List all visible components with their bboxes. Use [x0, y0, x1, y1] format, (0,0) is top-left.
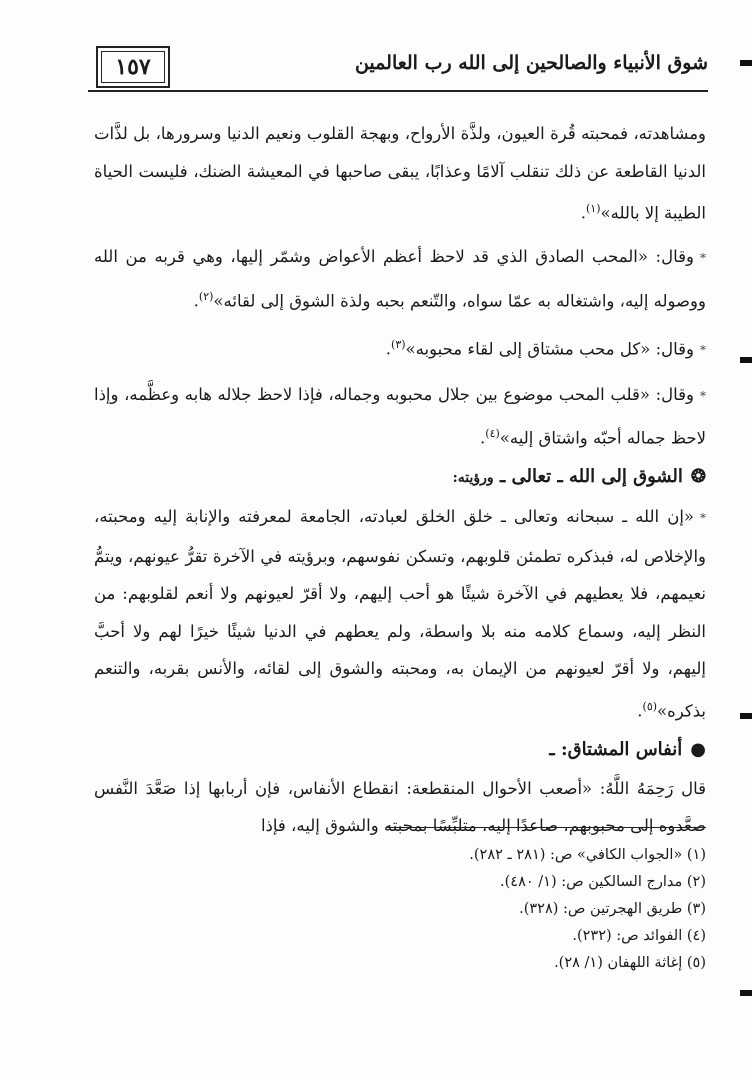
heading-text: أنفاس المشتاق: ـ: [549, 738, 683, 760]
paragraph: *وقال: «المحب الصادق الذي قد لاحظ أعظم الأعواض وشمّر إليها، وهي قربه من الله ووصوله إليه، واشتغاله به عمّا سواه، والتّنعم بحبه ولذة الشوق إلى لقائه»$^{(٢)}$.: [94, 247, 706, 310]
heading-subtext: ورؤيته:: [452, 470, 494, 486]
footnotes: [94, 842, 706, 977]
margin-mark: [740, 357, 752, 363]
footnote: (٤) الفوائد ص: (٢٣٢).: [572, 928, 706, 944]
heading-marker: ●: [690, 738, 706, 760]
footnote-rule: [386, 827, 706, 828]
paragraph: ومشاهدته، فمحبته قُرة العيون، ولذَّة الأرواح، وبهجة القلوب ونعيم الدنيا وسرورها، بل لذَّات الدنيا القاطعة عن ذلك تنقلب آلامًا وعذابًا، يبقى صاحبها في المعيشة الضنك، فليست الحياة الطيبة إلا بالله»$^{(١)}$.: [94, 124, 706, 223]
paragraph-text: وقال: «كل محب مشتاق إلى لقاء محبوبه»: [405, 339, 694, 358]
star-marker: *: [700, 511, 706, 525]
star-marker: *: [700, 251, 706, 265]
paragraph: *وقال: «قلب المحب موضوع بين جلال محبوبه وجماله، فإذا لاحظ جلاله هابه وعظَّمه، وإذا لاحظ جماله أحبّه واشتاق إليه»$^{(٤)}$.: [94, 384, 706, 448]
section-heading: [94, 730, 706, 770]
paragraph: *وقال: «كل محب مشتاق إلى لقاء محبوبه»$^{(٣)}$.: [385, 337, 706, 358]
margin-mark: [740, 60, 752, 66]
heading-marker: ❂: [690, 466, 706, 487]
footnote: (٣) طريق الهجرتين ص: (٣٢٨).: [519, 901, 706, 917]
footnote-ref: (٣): [391, 337, 406, 351]
paragraph: [94, 770, 706, 845]
footnote-ref: (٤): [485, 427, 500, 440]
footnote-ref: (٥): [642, 699, 658, 713]
footnote-ref: (٢): [198, 289, 214, 303]
page-number-box: [96, 46, 170, 88]
paragraph-text: وقال: «قلب المحب موضوع بين جلال محبوبه وجماله، فإذا لاحظ جلاله هابه وعظَّمه، وإذا لاحظ جماله أحبّه واشتاق إليه»: [94, 384, 706, 448]
page-number: ١٥٧: [115, 54, 151, 80]
main-text: [94, 115, 706, 845]
header-rule: [88, 90, 708, 92]
margin-mark: [740, 990, 752, 996]
section-heading: [94, 457, 706, 498]
footnote: (٢) مدارج السالكين ص: (١/ ٤٨٠).: [500, 874, 706, 890]
paragraph-text: «إن الله ـ سبحانه وتعالى ـ خلق الخلق لعبادته، الجامعة لمعرفته والإنابة إليه ومحبته، والإخلاص له، فبذكره تطمئن قلوبهم، وتسكن نفوسهم، وبرؤيته في الآخرة تقرُّ عيونهم، ويتمُّ نعيمهم، فلا يعطيهم في الآخرة شيئًا هو أحب إليهم، ولا أقرّ لعيونهم ولا أنعم لقلوبهم: من النظر إليه، وسماع كلامه منه بلا واسطة، ولم يعطهم في الدنيا شيئًا خيرًا لهم ولا أحبَّ إليهم، ولا أقرّ لعيونهم من الإيمان به، ومحبته والشوق إلى لقائه، والأنس بقربه، والتنعم بذكره»: [94, 507, 706, 720]
heading-text: الشوق إلى الله ـ تعالى ـ: [499, 466, 683, 487]
margin-mark: [740, 713, 752, 719]
star-marker: *: [700, 343, 706, 357]
paragraph-text: قال رَحِمَهُ اللَّهُ: «أصعب الأحوال المنقطعة: انقطاع الأنفاس، فإن أربابها إذا صَعَّدَ النَّفس صعَّدوه إلى محبوبهم، صاعدًا إليه، متلبِّسًا بمحبته والشوق إليه، فإذا: [94, 778, 706, 835]
footnote: (١) «الجواب الكافي» ص: (٢٨١ ـ ٢٨٢).: [469, 847, 706, 863]
star-marker: *: [700, 388, 706, 403]
footnote-ref: (١): [585, 202, 601, 215]
paragraph-text: وقال: «المحب الصادق الذي قد لاحظ أعظم الأعواض وشمّر إليها، وهي قربه من الله ووصوله إليه، واشتغاله به عمّا سواه، والتّنعم بحبه ولذة الشوق إلى لقائه»: [94, 247, 706, 310]
running-header: [88, 42, 708, 90]
paragraph: *«إن الله ـ سبحانه وتعالى ـ خلق الخلق لعبادته، الجامعة لمعرفته والإنابة إليه ومحبته، والإخلاص له، فبذكره تطمئن قلوبهم، وتسكن نفوسهم، وبرؤيته في الآخرة تقرُّ عيونهم، ويتمُّ نعيمهم، فلا يعطيهم في الآخرة شيئًا هو أحب إليهم، ولا أقرّ لعيونهم ولا أنعم لقلوبهم: من النظر إليه، وسماع كلامه منه بلا واسطة، ولم يعطهم في الدنيا شيئًا خيرًا لهم ولا أحبَّ إليهم، ولا أقرّ لعيونهم من الإيمان به، ومحبته والشوق إلى لقائه، والأنس بقربه، والتنعم بذكره»$^{(٥)}$.: [94, 507, 706, 720]
footnote: (٥) إغاثة اللهفان (١/ ٢٨).: [554, 955, 706, 971]
header-title: شوق الأنبياء والصالحين إلى الله رب العالمين: [354, 52, 708, 74]
paragraph-text: ومشاهدته، فمحبته قُرة العيون، ولذَّة الأرواح، وبهجة القلوب ونعيم الدنيا وسرورها، بل لذَّات الدنيا القاطعة عن ذلك تنقلب آلامًا وعذابًا، يبقى صاحبها في المعيشة الضنك، فليست الحياة الطيبة إلا بالله»: [94, 124, 706, 223]
